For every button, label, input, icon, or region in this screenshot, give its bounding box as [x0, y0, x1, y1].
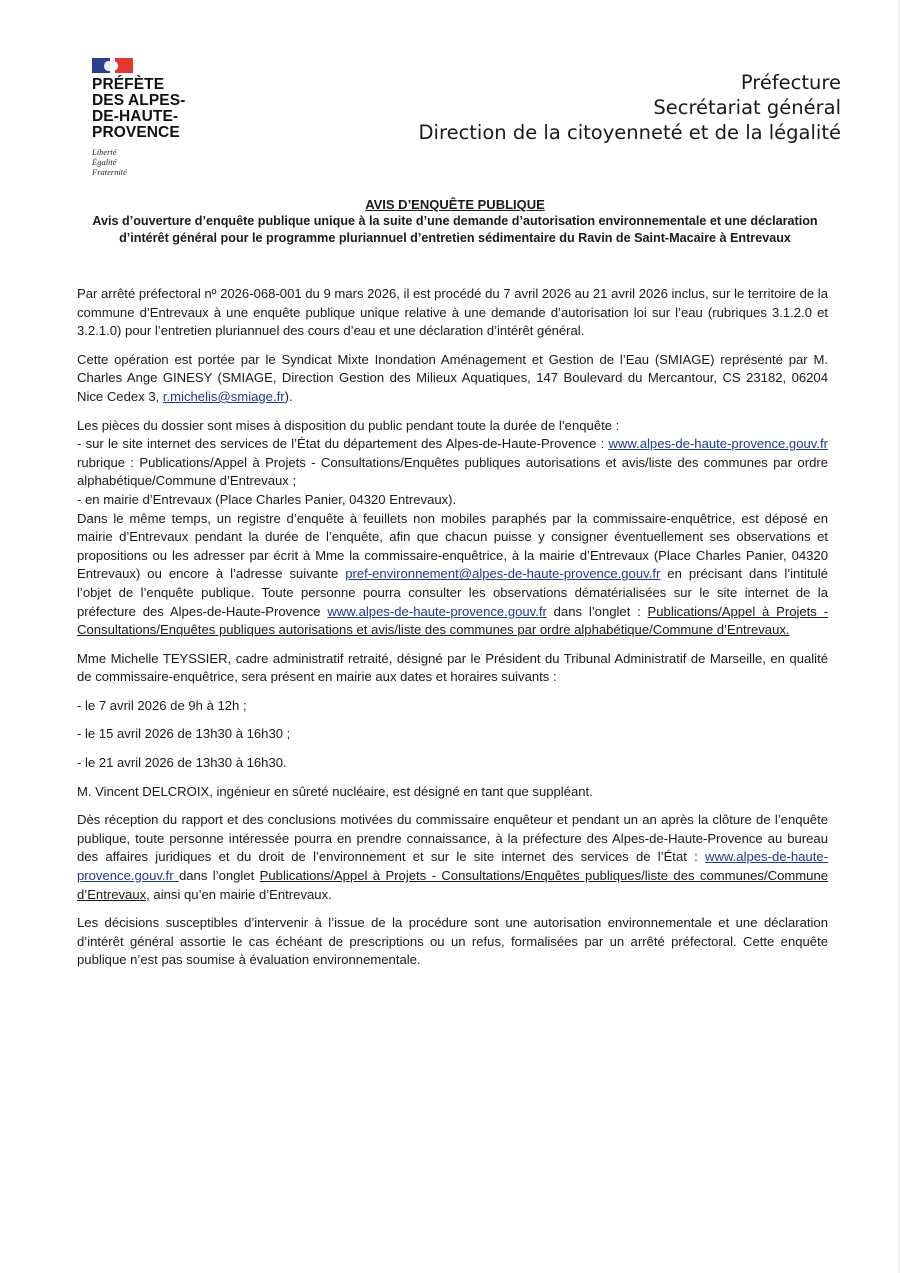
text: ). — [284, 388, 293, 404]
list-item-permanence: - le 7 avril 2026 de 9h à 12h ; — [77, 697, 247, 713]
notice-body — [77, 285, 828, 980]
text: Cette opération est portée par le Syndicat Mixte Inondation Aménagement et Gestion de l’Eau (SMIAGE) représenté par M. Charles Ange GINESY (SMIAGE, Direction Gestion des Milieux Aquatiques, 147 Boulevard du Mercantour, CS 23182, 06204 Nice Cedex 3, — [77, 351, 828, 404]
paragraph-register — [77, 510, 828, 640]
paragraph-decisions: Les décisions susceptibles d’intervenir à l’issue de la procédure sont une autorisation environnementale et une déclaration d’intérêt général assortie le cas échéant de prescriptions ou un refus, formalisées par un arrêté préfectoral. Cette enquête publique n’est pas soumise à évaluation environnementale. — [77, 915, 828, 968]
department-line: Direction de la citoyenneté et de la légalité — [418, 121, 841, 144]
prefecture-website-link[interactable]: www.alpes-de-haute-provence.gouv.fr — [327, 603, 547, 619]
list-item-permanence: - le 15 avril 2026 de 13h30 à 16h30 ; — [77, 726, 291, 742]
motto-line: Égalité — [92, 157, 117, 167]
website-path: Publications/Appel à Projets - Consultations/Enquêtes publiques/liste des communes/Commune d’Entrevaux, — [77, 868, 829, 902]
text: en précisant dans l’intitulé l’objet de l’enquête publique. Toute personne pourra consulter les observations dématérialisées sur le site internet de la préfecture des Alpes-de-Haute-Provence — [77, 566, 828, 619]
prefecture-name-line: DES ALPES- — [92, 92, 186, 109]
paragraph-substitute: M. Vincent DELCROIX, ingénieur en sûreté nucléaire, est désigné en tant que suppléant. — [77, 783, 593, 799]
smiage-email-link[interactable]: r.michelis@smiage.fr — [162, 388, 285, 404]
prefecture-name — [92, 77, 232, 141]
notice-subtitle: Avis d’ouverture d’enquête publique unique à la suite d’une demande d’autorisation environnementale et une déclaration d’intérêt général pour le programme pluriannuel d’entretien sédimentaire du Ravin de Saint-Macaire à Entrevaux — [92, 214, 818, 245]
republic-motto — [92, 147, 232, 177]
prefecture-website-link[interactable]: www.alpes-de-haute-provence.gouv.fr — [77, 849, 828, 884]
prefecture-name-line: PROVENCE — [92, 124, 180, 141]
website-path: Publications/Appel à Projets - Consultations/Enquêtes publiques autorisations et avis/liste des communes par ordre alphabétique/Commune d’Entrevaux. — [77, 603, 828, 638]
notice-title: AVIS D’ENQUÊTE PUBLIQUE — [365, 197, 545, 212]
list-item-town-hall: - en mairie d’Entrevaux (Place Charles Panier, 04320 Entrevaux). — [77, 491, 457, 507]
department-line: Secrétariat général — [653, 96, 841, 119]
text: dans l’onglet — [178, 868, 260, 884]
prefecture-website-link[interactable]: www.alpes-de-haute-provence.gouv.fr — [608, 436, 828, 452]
flag-blue-panel — [92, 58, 110, 73]
flag-red-panel — [115, 58, 133, 73]
text: Dès réception du rapport et des conclusions motivées du commissaire enquêteur et pendant un an après la clôture de l’enquête publique, toute personne intéressée pourra en prendre connaissance, à la préfecture des Alpes-de-Haute-Provence au bureau des affaires juridiques et du droit de l’environnement et sur le site internet des services de l’État : — [77, 812, 828, 865]
list-item-website — [77, 435, 828, 491]
text: dans l’onglet : — [546, 603, 648, 619]
motto-line: Liberté — [92, 147, 117, 157]
issuing-department — [419, 70, 841, 145]
text: - sur le site internet des services de l’État du département des Alpes-de-Haute-Provence : — [77, 436, 609, 452]
text: Dans le même temps, un registre d’enquête à feuillets non mobiles paraphés par la commissaire-enquêtrice, est déposé en mairie d’Entrevaux pendant la durée de l’enquête, afin que chacun puisse y consigner éventuellement ses observations et propositions ou les adresser par écrit à Mme la commissaire-enquêtrice, à la mairie d’Entrevaux (Place Charles Panier, 04320 Entrevaux) ou encore à l’adresse suivante — [77, 510, 828, 582]
list-item-permanence: - le 21 avril 2026 de 13h30 à 16h30. — [77, 755, 287, 771]
text: ainsi qu’en mairie d’Entrevaux. — [149, 886, 332, 902]
notice-heading — [70, 196, 840, 247]
paragraph-documents-intro: Les pièces du dossier sont mises à disposition du public pendant toute la durée de l’enquête : — [77, 417, 620, 433]
text: rubrique : Publications/Appel à Projets - Consultations/Enquêtes publiques autorisations et avis/liste des communes par ordre alphabétique/Commune d’Entrevaux ; — [77, 454, 828, 489]
prefecture-logo — [92, 57, 232, 177]
environment-email-link[interactable]: pref-environnement@alpes-de-haute-provence.gouv.fr — [345, 566, 661, 582]
prefecture-name-line: PRÉFÈTE — [92, 76, 165, 93]
motto-line: Fraternité — [92, 167, 127, 177]
paragraph-decree: Par arrêté préfectoral nº 2026-068-001 du 9 mars 2026, il est procédé du 7 avril 2026 au 21 avril 2026 inclus, sur le territoire de la commune d’Entrevaux à une enquête publique unique relative à une demande d’autorisation loi sur l’eau (rubriques 3.1.2.0 et 3.2.1.0) pour l’entretien pluriannuel des cours d’eau et une déclaration d’intérêt général. — [77, 286, 828, 339]
paragraph-report-access — [77, 811, 828, 904]
department-line: Préfecture — [740, 71, 841, 94]
marianne-flag-icon — [92, 57, 232, 73]
paragraph-project-owner — [77, 351, 828, 407]
prefecture-name-line: DE-HAUTE- — [92, 108, 179, 125]
paragraph-commissioner: Mme Michelle TEYSSIER, cadre administratif retraité, désigné par le Président du Tribunal Administratif de Marseille, en qualité de commissaire-enquêtrice, sera présent en mairie aux dates et horaires suivants : — [77, 650, 828, 685]
